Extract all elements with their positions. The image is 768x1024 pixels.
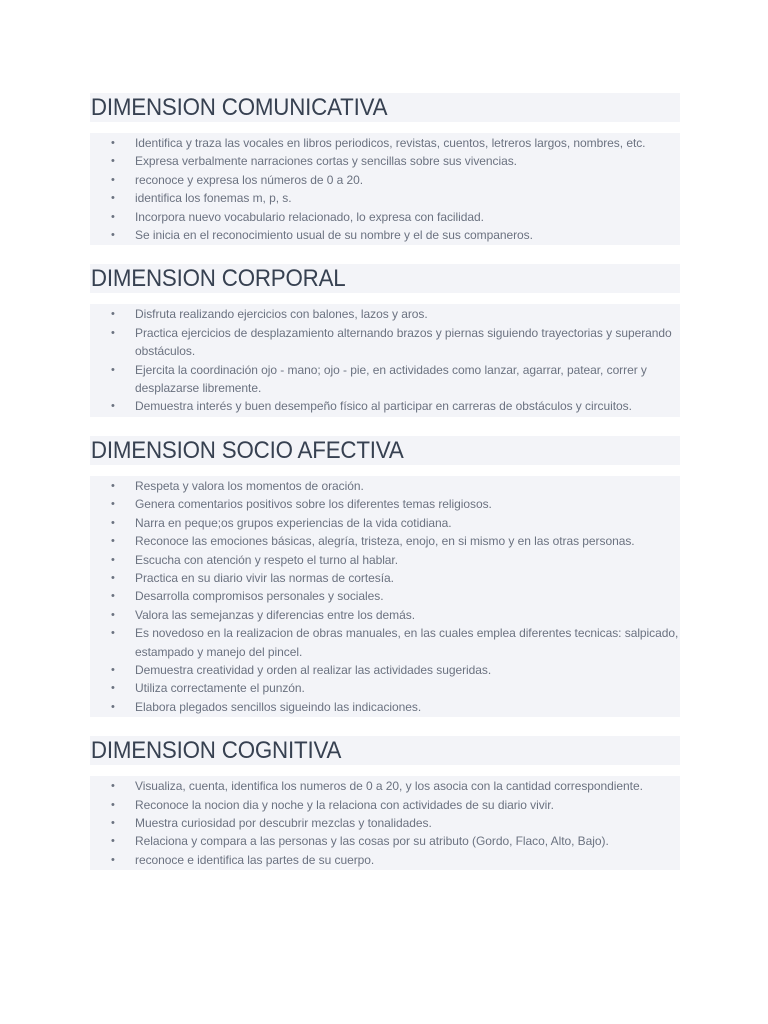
list-item: • Elabora plegados sencillos sigueindo las indicaciones. bbox=[111, 698, 680, 716]
section-heading: DIMENSION COMUNICATIVA bbox=[90, 93, 639, 122]
list-item: • Narra en peque;os grupos experiencias de la vida cotidiana. bbox=[111, 514, 680, 532]
list-item: • Practica ejercicios de desplazamiento alternando brazos y piernas siguiendo trayectorias y superando obstáculos. bbox=[111, 324, 680, 361]
list-item: • Reconoce la nocion dia y noche y la relaciona con actividades de su diario vivir. bbox=[111, 796, 680, 814]
list-item: • Practica en su diario vivir las normas de cortesía. bbox=[111, 569, 680, 587]
list-item: • Demuestra interés y buen desempeño físico al participar en carreras de obstáculos y circuitos. bbox=[111, 397, 680, 415]
section-corporal bbox=[90, 264, 680, 416]
list-item: • Demuestra creatividad y orden al realizar las actividades sugeridas. bbox=[111, 661, 680, 679]
list-item: • Valora las semejanzas y diferencias entre los demás. bbox=[111, 606, 680, 624]
bullet-list bbox=[90, 777, 680, 869]
list-item: • Desarrolla compromisos personales y sociales. bbox=[111, 587, 680, 605]
section-socio-afectiva bbox=[90, 436, 680, 717]
list-item: • Visualiza, cuenta, identifica los numeros de 0 a 20, y los asocia con la cantidad correspondiente. bbox=[111, 777, 680, 795]
list-item: • Expresa verbalmente narraciones cortas y sencillas sobre sus vivencias. bbox=[111, 152, 680, 170]
list-item: • Ejercita la coordinación ojo - mano; ojo - pie, en actividades como lanzar, agarrar, patear, correr y desplazarse libremente. bbox=[111, 361, 680, 398]
list-item: • Genera comentarios positivos sobre los diferentes temas religiosos. bbox=[111, 495, 680, 513]
bullet-list bbox=[90, 305, 680, 415]
list-item: • Reconoce las emociones básicas, alegría, tristeza, enojo, en si mismo y en las otras personas. bbox=[111, 532, 680, 550]
list-item: • Relaciona y compara a las personas y las cosas por su atributo (Gordo, Flaco, Alto, Bajo). bbox=[111, 832, 680, 850]
list-item: • Respeta y valora los momentos de oración. bbox=[111, 477, 680, 495]
list-item: • Utiliza correctamente el punzón. bbox=[111, 679, 680, 697]
list-item: • Escucha con atención y respeto el turno al hablar. bbox=[111, 551, 680, 569]
bullet-list bbox=[90, 477, 680, 716]
list-item: • reconoce e identifica las partes de su cuerpo. bbox=[111, 851, 680, 869]
section-cognitiva bbox=[90, 736, 680, 870]
list-item: • identifica los fonemas m, p, s. bbox=[111, 189, 680, 207]
section-heading: DIMENSION CORPORAL bbox=[90, 264, 639, 293]
document-page bbox=[90, 93, 680, 870]
bullet-list bbox=[90, 134, 680, 244]
list-item: • Se inicia en el reconocimiento usual de su nombre y el de sus companeros. bbox=[111, 226, 680, 244]
section-comunicativa bbox=[90, 93, 680, 245]
list-item: • Es novedoso en la realizacion de obras manuales, en las cuales emplea diferentes tecnicas: salpicado, estampado y manejo del pincel. bbox=[111, 624, 680, 661]
list-item: • Disfruta realizando ejercicios con balones, lazos y aros. bbox=[111, 305, 680, 323]
list-item: • Identifica y traza las vocales en libros periodicos, revistas, cuentos, letreros largos, nombres, etc. bbox=[111, 134, 680, 152]
section-heading: DIMENSION SOCIO AFECTIVA bbox=[90, 436, 639, 465]
list-item: • Incorpora nuevo vocabulario relacionado, lo expresa con facilidad. bbox=[111, 208, 680, 226]
section-heading: DIMENSION COGNITIVA bbox=[90, 736, 639, 765]
list-item: • reconoce y expresa los números de 0 a 20. bbox=[111, 171, 680, 189]
list-item: • Muestra curiosidad por descubrir mezclas y tonalidades. bbox=[111, 814, 680, 832]
